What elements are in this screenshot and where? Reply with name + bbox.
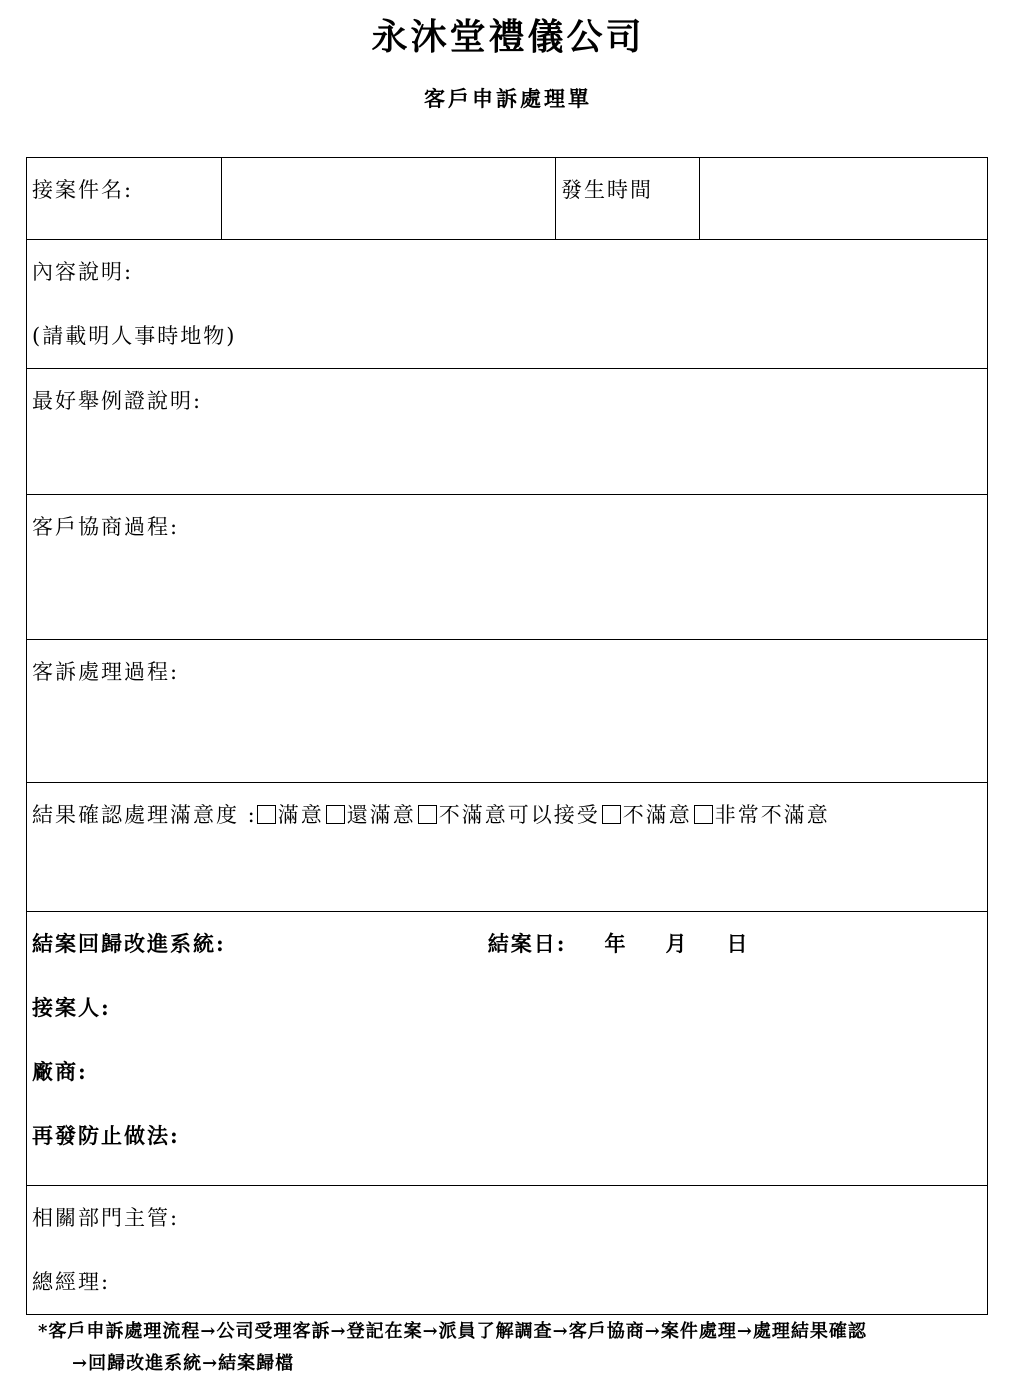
example-field[interactable] xyxy=(27,369,988,495)
vendor-label: 廠商: xyxy=(32,1059,88,1084)
process-note-line-1: *客戶申訴處理流程→公司受理客訴→登記在案→派員了解調查→客戶協商→案件處理→處理結果確認 xyxy=(38,1321,867,1342)
option-very-unsatisfied: 非常不滿意 xyxy=(714,803,830,827)
satisfaction-line xyxy=(32,783,987,847)
checkbox-unsatisfied[interactable] xyxy=(602,805,621,824)
negotiation-label: 客戶協商過程: xyxy=(32,515,180,539)
negotiation-field[interactable] xyxy=(27,495,988,640)
complaint-process-label: 客訴處理過程: xyxy=(32,660,180,684)
content-label: 內容說明: xyxy=(32,260,134,284)
row-example xyxy=(27,369,988,495)
content-hint: (請載明人事時地物) xyxy=(32,324,237,348)
option-fairly-satisfied: 還滿意 xyxy=(346,803,416,827)
process-note-line-2: →回歸改進系統→結案歸檔 xyxy=(72,1353,295,1374)
example-label: 最好舉例證說明: xyxy=(32,389,203,413)
approval-field[interactable] xyxy=(27,1186,988,1315)
row-approval xyxy=(27,1186,988,1315)
row-complaint-process xyxy=(27,640,988,783)
row-negotiation xyxy=(27,495,988,640)
checkbox-very-unsatisfied[interactable] xyxy=(694,805,713,824)
option-unsatisfied-acceptable: 不滿意可以接受 xyxy=(438,803,600,827)
option-unsatisfied: 不滿意 xyxy=(622,803,692,827)
occurrence-time-label: 發生時間 xyxy=(556,158,700,240)
form-title: 客戶申訴處理單 xyxy=(424,86,592,111)
gm-label: 總經理: xyxy=(32,1270,111,1294)
satisfaction-field xyxy=(27,783,988,912)
complaint-form xyxy=(26,157,988,1315)
closure-system-label: 結案回歸改進系統: xyxy=(32,931,226,956)
receiver-label: 接案人: xyxy=(32,995,111,1020)
row-closure xyxy=(27,912,988,1186)
checkbox-unsatisfied-acceptable[interactable] xyxy=(418,805,437,824)
occurrence-time-field[interactable] xyxy=(700,158,988,240)
process-note xyxy=(38,1316,998,1380)
closure-field[interactable] xyxy=(27,912,988,1186)
complaint-process-field[interactable] xyxy=(27,640,988,783)
dept-head-label: 相關部門主管: xyxy=(32,1206,180,1230)
row-case-info xyxy=(27,158,988,240)
satisfaction-label: 結果確認處理滿意度 : xyxy=(32,803,257,827)
closure-line xyxy=(32,912,987,976)
prevention-label: 再發防止做法: xyxy=(32,1123,180,1148)
company-name: 永沐堂禮儀公司 xyxy=(371,16,645,58)
content-field[interactable] xyxy=(27,240,988,369)
closure-date-label: 結案日: xyxy=(487,931,567,956)
row-satisfaction xyxy=(27,783,988,912)
case-name-label: 接案件名: xyxy=(27,158,222,240)
checkbox-satisfied[interactable] xyxy=(257,805,276,824)
row-content xyxy=(27,240,988,369)
checkbox-fairly-satisfied[interactable] xyxy=(326,805,345,824)
closure-year-label: 年 xyxy=(604,931,628,956)
closure-month-label: 月 xyxy=(665,931,689,956)
case-name-field[interactable] xyxy=(222,158,556,240)
closure-day-label: 日 xyxy=(726,931,750,956)
option-satisfied: 滿意 xyxy=(277,803,324,827)
